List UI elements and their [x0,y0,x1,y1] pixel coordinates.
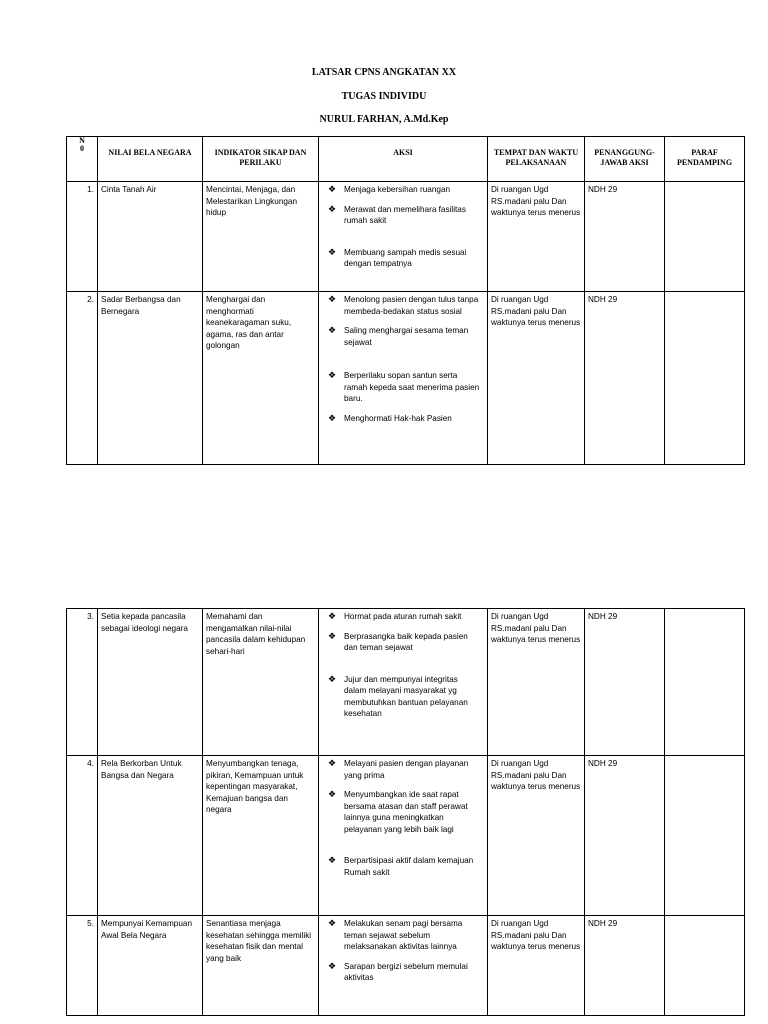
aksi-list [322,611,484,720]
tempat-waktu-cell: Di ruangan Ugd RS.madani palu Dan waktunya terus menerus [488,756,585,916]
aksi-text: Berperilaku sopan santun serta ramah kepeda saat menerima pasien baru. [344,371,480,403]
aksi-item [322,294,484,317]
aksi-item [322,370,484,405]
tempat-waktu-cell: Di ruangan Ugd RS.madani palu Dan waktunya terus menerus [488,609,585,756]
indikator-cell: Menghargai dan menghormati keanekaragaman suku, agama, ras dan antar golongan [203,292,319,465]
penanggung-jawab-cell: NDH 29 [585,292,665,465]
col-header-indikator: INDIKATOR SIKAP DAN PERILAKU [203,137,319,182]
table-row [67,292,745,465]
aksi-item [322,325,484,348]
tempat-waktu-cell: Di ruangan Ugd RS.madani palu Dan waktunya terus menerus [488,292,585,465]
aksi-cell [319,182,488,292]
aksi-cell [319,756,488,916]
aksi-text: Membuang sampah medis sesuai dengan tempatnya [344,247,467,268]
aksi-item [322,758,484,781]
table-row [67,609,745,756]
col-header-paraf: PARAF PENDAMPING [665,137,745,182]
aksi-list [322,758,484,878]
paraf-pendamping-cell [665,609,745,756]
paraf-pendamping-cell [665,182,745,292]
row-number: 4. [67,756,98,916]
col-header-tempat: TEMPAT DAN WAKTU PELAKSANAAN [488,137,585,182]
table-header-row [67,137,745,182]
aksi-text: Berpartisipasi aktif dalam kemajuan Rumah sakit [344,856,474,877]
aksi-list [322,184,484,270]
aksi-item [322,674,484,720]
indikator-cell: Memahami dan mengamalkan nilai-nilai pancasila dalam kehidupan sehari-hari [203,609,319,756]
col-header-nilai: NILAI BELA NEGARA [98,137,203,182]
nilai-bela-negara-cell: Sadar Berbangsa dan Bernegara [98,292,203,465]
aksi-item [322,611,484,623]
penanggung-jawab-cell: NDH 29 [585,609,665,756]
aksi-item [322,247,484,270]
aksi-text: Sarapan bergizi sebelum memulai aktivitas [344,961,468,982]
table-row [67,756,745,916]
doc-subtitle: TUGAS INDIVIDU [341,91,427,102]
paraf-pendamping-cell [665,292,745,465]
doc-author: NURUL FARHAN, A.Md.Kep [319,114,449,125]
col-header-no: N 0 [67,137,98,182]
table-row [67,916,745,1016]
aksi-item [322,631,484,654]
aksi-item [322,184,484,196]
row-number: 5. [67,916,98,1016]
aksi-text: Saling menghargai sesama teman sejawat [344,326,469,347]
diamond-bullet-icon: ❖ [328,855,337,865]
nilai-bela-negara-cell: Setia kepada pancasila sebagai ideologi negara [98,609,203,756]
diamond-bullet-icon: ❖ [328,673,337,684]
doc-title: LATSAR CPNS ANGKATAN XX [311,67,457,78]
diamond-bullet-icon: ❖ [328,789,337,799]
diamond-bullet-icon: ❖ [328,412,337,423]
diamond-bullet-icon: ❖ [328,918,337,928]
row-number: 2. [67,292,98,465]
row-number: 1. [67,182,98,292]
diamond-bullet-icon: ❖ [328,370,337,380]
indikator-cell: Senantiasa menjaga kesehatan sehingga memiliki kesehatan fisik dan mental yang baik [203,916,319,1016]
aksi-text: Menghormati Hak-hak Pasien [344,413,452,423]
aksi-cell [319,292,488,465]
aksi-list [322,294,484,424]
aksi-text: Melayani pasien dengan playanan yang prima [344,759,469,780]
aksi-item [322,413,484,425]
aksi-text: Berprasangka baik kepada pasien dan teman sejawat [344,631,468,652]
col-header-aksi: AKSI [319,137,488,182]
aksi-text: Merawat dan memelihara fasilitas rumah sakit [344,204,466,225]
action-table-page1 [66,136,745,465]
nilai-bela-negara-cell: Cinta Tanah Air [98,182,203,292]
paraf-pendamping-cell [665,916,745,1016]
aksi-text: Jujur dan mempunyai integritas dalam melayani masyarakat yg membutuhkan bantuan pelayanan kesehatan [344,674,468,718]
diamond-bullet-icon: ❖ [328,203,337,214]
penanggung-jawab-cell: NDH 29 [585,916,665,1016]
aksi-item [322,789,484,835]
aksi-item [322,961,484,984]
aksi-item [322,204,484,227]
col-header-pj: PENANGGUNG-JAWAB AKSI [585,137,665,182]
penanggung-jawab-cell: NDH 29 [585,756,665,916]
aksi-text: Melakukan senam pagi bersama teman sejawat sebelum melaksanakan aktivitas lainnya [344,919,463,951]
paraf-pendamping-cell [665,756,745,916]
table-row [67,182,745,292]
row-number: 3. [67,609,98,756]
diamond-bullet-icon: ❖ [328,294,337,304]
diamond-bullet-icon: ❖ [328,184,337,194]
indikator-cell: Menyumbangkan tenaga, pikiran, Kemampuan untuk kepentingan masyarakat, Kemajuan bangsa dan negara [203,756,319,916]
indikator-cell: Mencintai, Menjaga, dan Melestarikan Lingkungan hidup [203,182,319,292]
aksi-text: Menyumbangkan ide saat rapat bersama atasan dan staff perawat lainnya guna meningkatkan pelayanan yang lebih baik lagi [344,790,468,834]
nilai-bela-negara-cell: Mempunyai Kemampuan Awal Bela Negara [98,916,203,1016]
aksi-list [322,918,484,984]
aksi-text: Menjaga kebersihan ruangan [344,185,451,194]
action-table-page2 [66,608,745,1016]
aksi-item [322,918,484,953]
tempat-waktu-cell: Di ruangan Ugd RS.madani palu Dan waktunya terus menerus [488,182,585,292]
diamond-bullet-icon: ❖ [328,960,337,971]
diamond-bullet-icon: ❖ [328,325,337,335]
nilai-bela-negara-cell: Rela Berkorban Untuk Bangsa dan Negara [98,756,203,916]
aksi-text: Menolong pasien dengan tulus tanpa membeda-bedakan status sosial [344,295,479,316]
aksi-cell [319,916,488,1016]
aksi-item [322,855,484,878]
penanggung-jawab-cell: NDH 29 [585,182,665,292]
diamond-bullet-icon: ❖ [328,246,337,257]
aksi-text: Hormat pada aturan rumah sakit [344,612,462,621]
aksi-cell [319,609,488,756]
diamond-bullet-icon: ❖ [328,758,337,768]
diamond-bullet-icon: ❖ [328,611,337,621]
tempat-waktu-cell: Di ruangan Ugd RS.madani palu Dan waktunya terus menerus [488,916,585,1016]
diamond-bullet-icon: ❖ [328,630,337,641]
